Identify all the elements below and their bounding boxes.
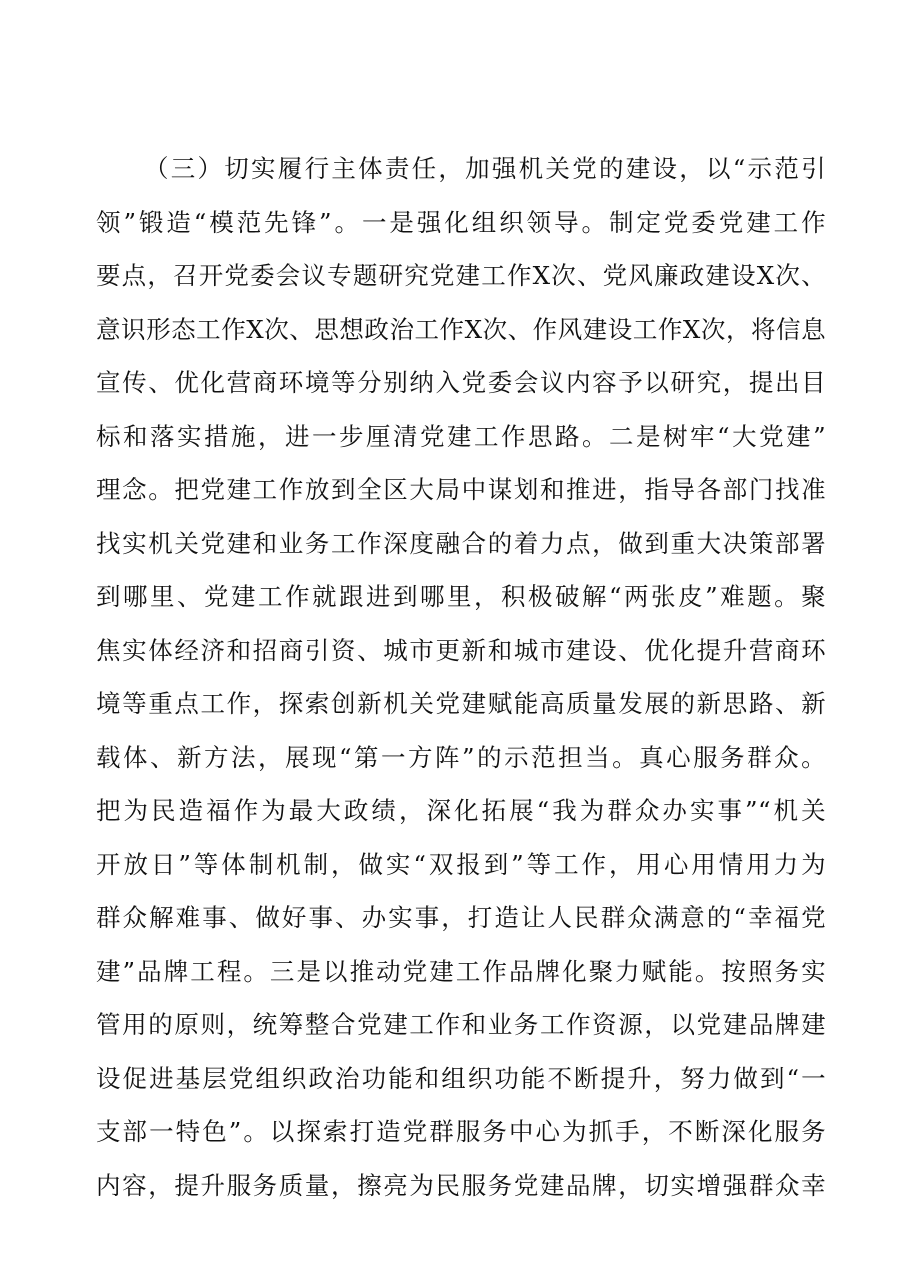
body-paragraph <box>96 142 826 1212</box>
paragraph-line: 领”锻造“模范先锋”。一是强化组织领导。制定党委党建工作 <box>96 207 826 237</box>
paragraph-line: 焦实体经济和招商引资、城市更新和城市建设、优化提升营商环 <box>96 635 826 665</box>
paragraph-line: 到哪里、党建工作就跟进到哪里，积极破解“两张皮”难题。聚 <box>96 582 826 611</box>
paragraph-line: 找实机关党建和业务工作深度融合的着力点，做到重大决策部署 <box>96 528 826 558</box>
paragraph-line: 内容，提升服务质量，擦亮为民服务党建品牌，切实增强群众幸 <box>96 1170 826 1200</box>
paragraph-line: 意识形态工作X次、思想政治工作X次、作风建设工作X次，将信息 <box>96 314 826 344</box>
paragraph-line: 设促进基层党组织政治功能和组织功能不断提升，努力做到“一 <box>96 1063 826 1093</box>
paragraph-line: 境等重点工作，探索创新机关党建赋能高质量发展的新思路、新 <box>96 689 826 718</box>
paragraph-line: 开放日”等体制机制，做实“双报到”等工作，用心用情用力为 <box>96 849 826 879</box>
paragraph-line: 宣传、优化营商环境等分别纳入党委会议内容予以研究，提出目 <box>96 368 826 397</box>
paragraph-line: 要点，召开党委会议专题研究党建工作X次、党风廉政建设X次、 <box>96 261 826 290</box>
paragraph-line: 理念。把党建工作放到全区大局中谋划和推进，指导各部门找准 <box>96 475 826 504</box>
paragraph-line: 支部一特色”。以探索打造党群服务中心为抓手，不断深化服务 <box>96 1117 826 1146</box>
paragraph-line: 载体、新方法，展现“第一方阵”的示范担当。真心服务群众。 <box>96 742 826 772</box>
paragraph-line: （三）切实履行主体责任，加强机关党的建设，以“示范引 <box>144 154 826 183</box>
paragraph-line: 群众解难事、做好事、办实事，打造让人民群众满意的“幸福党 <box>96 903 826 932</box>
paragraph-line: 管用的原则，统筹整合党建工作和业务工作资源，以党建品牌建 <box>96 1010 826 1039</box>
paragraph-line: 建”品牌工程。三是以推动党建工作品牌化聚力赋能。按照务实 <box>96 956 826 986</box>
paragraph-line: 把为民造福作为最大政绩，深化拓展“我为群众办实事”“机关 <box>96 796 826 825</box>
paragraph-line: 标和落实措施，进一步厘清党建工作思路。二是树牢“大党建” <box>96 421 826 451</box>
